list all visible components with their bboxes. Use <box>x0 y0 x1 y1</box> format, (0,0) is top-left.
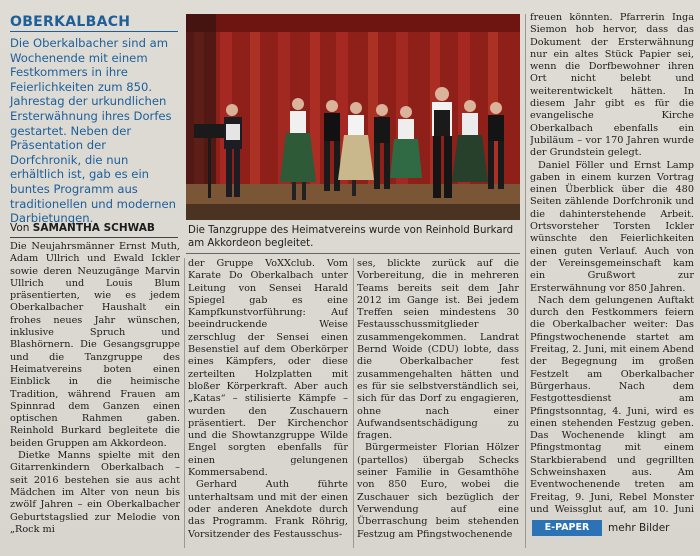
column-divider <box>353 258 354 548</box>
epaper-badge[interactable]: E-PAPER <box>532 520 602 536</box>
kicker-rule <box>10 31 178 32</box>
article-lead: Die Oberkalbacher sind am Wochenende mit einem Festkommers in ihre Feierlichkeiten zum 850. Jahrestag der urkundlichen Ersterwähnung ihres Dorfes gestartet. Neben der Präsentation der Dorfchronik, die nun erhältlich ist, gab es ein buntes Programm aus traditionellen und modernen Darbietungen. <box>10 36 176 226</box>
paragraph: Nach dem gelungenen Auftakt durch den Festkommers feiern die Oberkalbacher weiter: Das Pfingstwochenende startet am Freitag, 2. Juni, mit einem Abend der Begegnung im großen Festzelt am Oberkalbacher Bürgerhaus. Nach dem Festgottesdienst am Pfingstsonntag, 4. Juni, wird es einen stehenden Festzug geben. Das Wochenende klingt am Pfingstmontag mit einem Starkbierabend und gegrillten Schweinshaxen aus. Am Eventwochenende treten am Freitag, 9. Juni, Rebel Monster und Weissglut auf, am 10. Juni <box>530 294 694 515</box>
article-kicker: OBERKALBACH <box>10 14 131 30</box>
column-1 <box>10 241 180 551</box>
photo-caption: Die Tanzgruppe des Heimatvereins wurde von Reinhold Burkard am Akkordeon begleitet. <box>188 225 514 249</box>
column-3 <box>357 258 519 551</box>
column-4 <box>530 12 694 516</box>
paragraph: der Gruppe VoXXclub. Vom Karate Do Oberkalbach unter Leitung von Sensei Harald Spiegel gab es eine Kampfkunstvorführung: Auf beeindruckende Weise zerschlug der Sensei einen Besenstiel auf dem Oberkörper eines Kämpfers, oder diese zerteilten Holzplatten mit bloßer Körperkraft. Aber auch „Katas“ – stilisierte Kämpfe – wurden den Zuschauern präsentiert. Der Kirchenchor und die Showtanzgruppe Wilde Engel sorgten ebenfalls für einen gelungenen Kommersabend. <box>188 258 348 479</box>
byline-rule <box>10 237 178 238</box>
more-images-link[interactable]: mehr Bilder <box>608 522 670 534</box>
column-divider <box>184 258 185 548</box>
column-divider <box>525 14 526 548</box>
column-2 <box>188 258 348 551</box>
byline-prefix: Von <box>10 222 30 234</box>
paragraph: Daniel Föller und Ernst Lamp gaben in einem kurzen Vortrag einen Überblick über die 480 Seiten zählende Dorfchronik und die dahinterstehende Arbeit. Ortsvorsteher Torsten Ickler wünschte den Feierlichkeiten einen guten Verlauf. Auch von der Vereinsgemeinschaft kam ein Grußwort zur Ersterwähnung vor 850 Jahren. <box>530 159 694 294</box>
byline <box>10 222 180 234</box>
byline-author: SAMANTHA SCHWAB <box>32 222 155 234</box>
paragraph: Bürgermeister Florian Hölzer (partellos) übergab Schecks seiner Familie in Gesamthöhe von 850 Euro, wobei die Zuschauer sich bezüglich der Verwendung auf eine Überraschung beim stehenden Festzug am Pfingstwochenende <box>357 442 519 540</box>
paragraph: freuen könnten. Pfarrerin Inga Siemon hob hervor, dass das Dokument der Ersterwähnung nur ein altes Stück Papier sei, wenn die Dorfbewohner ihren Ort nicht belebt und weiterentwickelt hätten. In diesem Jahr gibt es für die evangelische Kirche Oberkalbach ebenfalls ein Jubiläum – vor 170 Jahren wurde der Grundstein gelegt. <box>530 12 694 159</box>
paragraph: ses, blickte zurück auf die Vorbereitung, die in mehreren Teams bereits seit dem Jahr 2012 im Gange ist. Bei jedem Treffen seien mindestens 30 Festausschussmitglieder zusammengekommen. Landrat Bernd Woide (CDU) lobte, dass die Oberkalbacher fest zusammengehalten hätten und es für sie selbstverständlich sei, sich für das Dorf zu engagieren, ohne nach einer Aufwandsentschädigung zu fragen. <box>357 258 519 442</box>
paragraph: Dietke Manns spielte mit den Gitarrenkindern Oberkalbach – seit 2016 bestehen sie aus acht Mädchen im Alter von neun bis zwölf Jahren – ein Oberkalbacher Geburtstagslied zur Melodie von „Rock mi <box>10 450 180 535</box>
caption-rule <box>186 253 520 254</box>
paragraph: Die Neujahrsmänner Ernst Muth, Adam Ullrich und Ewald Ickler sowie deren Neuzugänge Marvin Ullrich und Louis Blum präsentierten, wie es jedem Oberkalbacher Haushalt ein frohes neues Jahr wünschen, inklusive Spruch und Blashörnern. Die Gesangsgruppe und die Tanzgruppe des Heimatvereins boten einen Einblick in die heimische Tradition, während Frauen am Spinnrad dem Ganzen einen optischen Rahmen gaben. Reinhold Burkard begleitete die beiden Gruppen am Akkordeon. <box>10 241 180 449</box>
dance-group-photo <box>186 14 520 220</box>
paragraph: Gerhard Auth führte unterhaltsam und mit der einen oder anderen Anekdote durch das Programm. Frank Röhrig, Vorsitzender des Festausschus- <box>188 479 348 540</box>
article-photo <box>186 14 520 220</box>
